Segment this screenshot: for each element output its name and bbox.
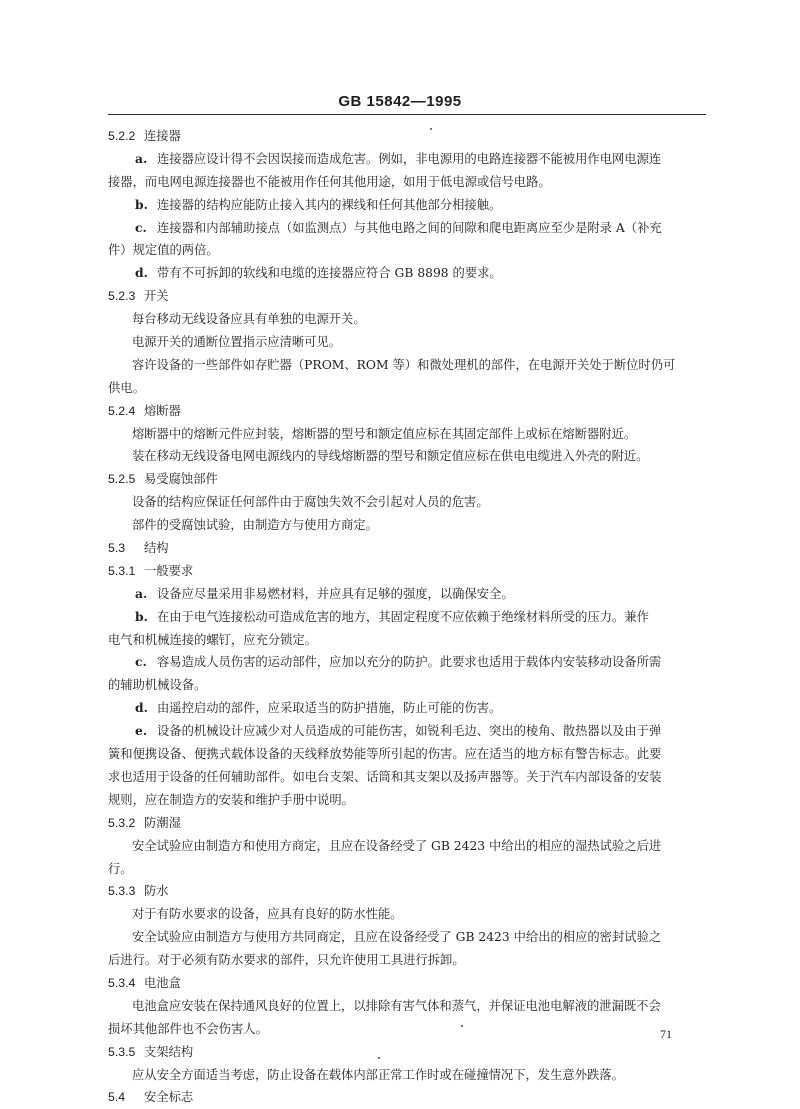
text-line — [108, 835, 706, 858]
line-text: 连接器和内部辅助接点（如监测点）与其他电路之间的间隙和爬电距离应至少是附录 A（补充 — [157, 220, 662, 235]
text-line — [108, 331, 706, 354]
section-number: 5.2.2 — [108, 129, 136, 143]
section-number: 5.2.5 — [108, 472, 136, 487]
section-heading — [108, 537, 706, 560]
section-number: 5.3 — [108, 541, 126, 556]
text-line — [108, 1064, 706, 1087]
line-text: 安全试验应由制造方和使用方商定，且应在设备经受了 GB 2423 中给出的相应的湿热试验之后进 — [132, 838, 662, 853]
scan-speck — [461, 1025, 463, 1027]
text-line — [108, 217, 706, 240]
line-text: 熔断器 — [144, 403, 181, 418]
text-line — [108, 697, 706, 720]
line-text: 易受腐蚀部件 — [144, 472, 218, 487]
line-text: 设备的机械设计应减少对人员造成的可能伤害，如锐利毛边、突出的棱角、散热器以及由于弹 — [157, 724, 662, 739]
line-text: 连接器的结构应能防止接入其内的裸线和任何其他部分相接触。 — [157, 197, 502, 212]
line-text: 电气和机械连接的螺钉，应充分锁定。 — [108, 632, 318, 647]
page-number: 71 — [660, 1027, 672, 1041]
line-text: 设备应尽量采用非易燃材料，并应具有足够的强度，以确保安全。 — [157, 586, 514, 601]
line-text: 安全试验应由制造方与使用方共同商定，且应在设备经受了 GB 2423 中给出的相应的密封试验之 — [132, 930, 662, 945]
line-text: 装在移动无线设备电网电源线内的导线熔断器的型号和额定值应标在供电电缆进入外壳的附近。 — [132, 449, 649, 464]
scan-speck — [378, 1057, 380, 1059]
text-line — [108, 262, 706, 285]
section-number: 5.3.3 — [108, 884, 136, 899]
line-text: 防水 — [144, 884, 169, 899]
text-line — [108, 308, 706, 331]
line-text: 熔断器中的熔断元件应封装，熔断器的型号和额定值应标在其固定部件上或标在熔断器附近。 — [132, 426, 637, 441]
standard-header: GB 15842—1995 — [338, 93, 462, 110]
line-text: 容易造成人员伤害的运动部件，应加以充分的防护。此要求也适用于载体内安装移动设备所需 — [157, 655, 662, 670]
text-line — [108, 171, 706, 194]
section-heading — [108, 125, 706, 148]
line-text: 容许设备的一些部件如存贮器（PROM、ROM 等）和微处理机的部件，在电源开关处于断位时仍可 — [132, 357, 676, 372]
section-heading — [108, 1041, 706, 1064]
line-text: 的辅助机械设备。 — [108, 678, 207, 693]
section-heading — [108, 400, 706, 423]
item-label: b. — [135, 196, 148, 212]
line-text: 规则，应在制造方的安装和维护手册中说明。 — [108, 792, 354, 807]
line-text: 在由于电气连接松动可造成危害的地方，其固定程度不应依赖于绝缘材料所受的压力。兼作 — [157, 609, 649, 624]
line-text: 由遥控启动的部件，应采取适当的防护措施，防止可能的伤害。 — [157, 701, 502, 716]
line-text: 结构 — [144, 541, 169, 556]
text-line — [108, 789, 706, 812]
item-label: a. — [135, 150, 148, 166]
body-text — [108, 125, 706, 1109]
line-text: 件）规定值的两倍。 — [108, 243, 219, 258]
section-heading — [108, 972, 706, 995]
text-line — [108, 766, 706, 789]
line-text: 损坏其他部件也不会伤害人。 — [108, 1021, 268, 1036]
line-text: 簧和便携设备、便携式载体设备的天线释放势能等所引起的伤害。应在适当的地方标有警告标志。此要 — [108, 747, 662, 762]
line-text: 供电。 — [108, 380, 145, 395]
line-text: 部件的受腐蚀试验，由制造方与使用方商定。 — [132, 518, 378, 533]
item-label: b. — [135, 608, 148, 624]
text-line — [108, 377, 706, 400]
line-text: 电源开关的通断位置指示应清晰可见。 — [132, 335, 342, 350]
line-text: 开关 — [144, 289, 169, 304]
line-text: 带有不可拆卸的软线和电缆的连接器应符合 GB 8898 的要求。 — [157, 266, 502, 281]
text-line — [108, 1018, 706, 1041]
line-text: 一般要求 — [144, 563, 194, 578]
section-number: 5.2.4 — [108, 403, 136, 418]
section-number: 5.3.1 — [108, 563, 136, 578]
text-line — [108, 674, 706, 697]
line-text: 接器，而电网电源连接器也不能被用作任何其他用途，如用于低电源或信号电路。 — [108, 174, 551, 189]
section-number: 5.3.4 — [108, 975, 136, 990]
line-text: 每台移动无线设备应具有单独的电源开关。 — [132, 312, 366, 327]
header-rule — [108, 114, 706, 115]
text-line — [108, 629, 706, 652]
text-line — [108, 583, 706, 606]
item-label: d. — [135, 700, 148, 716]
section-heading — [108, 560, 706, 583]
text-line — [108, 148, 706, 171]
section-number: 5.3.5 — [108, 1044, 136, 1059]
text-line — [108, 858, 706, 881]
section-number: 5.4 — [108, 1090, 126, 1105]
line-text: 应从安全方面适当考虑，防止设备在载体内部正常工作时或在碰撞情况下，发生意外跌落。 — [132, 1067, 624, 1082]
section-number: 5.3.2 — [108, 815, 136, 830]
text-line — [108, 606, 706, 629]
section-heading — [108, 468, 706, 491]
item-label: e. — [135, 723, 148, 739]
text-line — [108, 720, 706, 743]
line-text: 电池盒 — [144, 975, 181, 990]
line-text: 行。 — [108, 861, 133, 876]
section-heading — [108, 1086, 706, 1109]
section-heading — [108, 880, 706, 903]
item-label: a. — [135, 585, 148, 601]
section-number: 5.2.3 — [108, 289, 136, 304]
item-label: c. — [135, 219, 147, 235]
text-line — [108, 423, 706, 446]
text-line — [108, 239, 706, 262]
text-line — [108, 949, 706, 972]
line-text: 连接器应设计得不会因误接而造成危害。例如，非电源用的电路连接器不能被用作电网电源连 — [157, 151, 662, 166]
line-text: 求也适用于设备的任何辅助部件。如电台支架、话筒和其支架以及扬声器等。关于汽车内部设备的安装 — [108, 769, 662, 784]
text-line — [108, 514, 706, 537]
line-text: 安全标志 — [144, 1090, 194, 1105]
text-line — [108, 903, 706, 926]
text-line — [108, 491, 706, 514]
text-line — [108, 926, 706, 949]
scan-speck — [430, 128, 432, 130]
item-label: c. — [135, 654, 147, 670]
line-text: 连接器 — [144, 129, 181, 143]
text-line — [108, 995, 706, 1018]
line-text: 支架结构 — [144, 1044, 194, 1059]
text-line — [108, 194, 706, 217]
text-line — [108, 445, 706, 468]
section-heading — [108, 812, 706, 835]
line-text: 电池盒应安装在保持通风良好的位置上，以排除有害气体和蒸气，并保证电池电解液的泄漏既不会 — [132, 998, 661, 1013]
line-text: 对于有防水要求的设备，应具有良好的防水性能。 — [132, 907, 403, 922]
line-text: 设备的结构应保证任何部件由于腐蚀失效不会引起对人员的危害。 — [132, 495, 489, 510]
item-label: d. — [135, 265, 148, 281]
line-text: 防潮湿 — [144, 815, 181, 830]
section-heading — [108, 285, 706, 308]
text-line — [108, 651, 706, 674]
line-text: 后进行。对于必须有防水要求的部件，只允许使用工具进行拆卸。 — [108, 953, 465, 968]
text-line — [108, 354, 706, 377]
text-line — [108, 743, 706, 766]
